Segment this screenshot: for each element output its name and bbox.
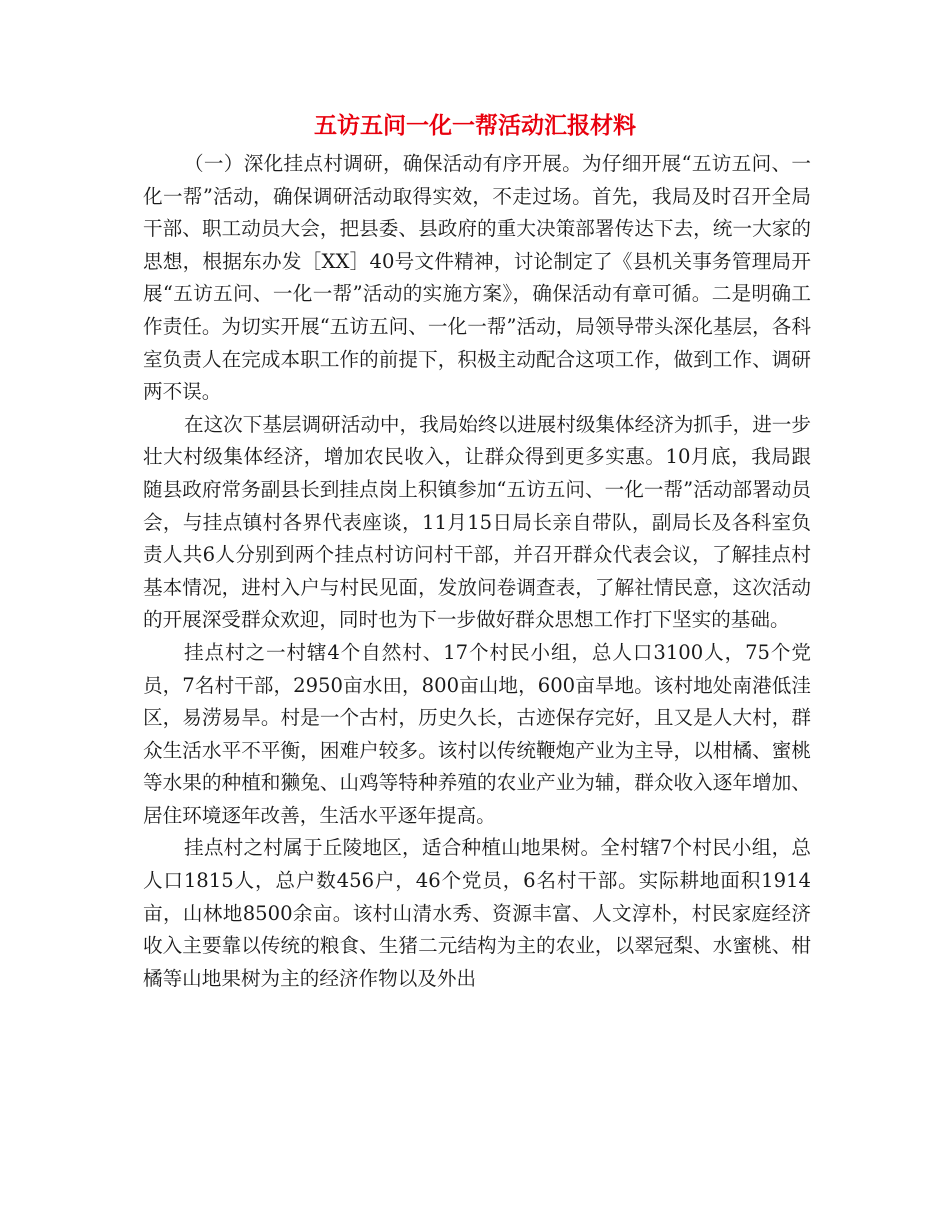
paragraph-2: 在这次下基层调研活动中，我局始终以进展村级集体经济为抓手，进一步壮大村级集体经济，增加农民收入，让群众得到更多实惠。10月底，我局跟随县政府常务副县长到挂点岗上积镇参加“五访五问、一化一帮”活动部署动员会，与挂点镇村各界代表座谈，11月15日局长亲自带队，副局长及各科室负责人共6人分别到两个挂点村访问村干部，并召开群众代表会议，了解挂点村基本情况，进村入户与村民见面，发放问卷调查表，了解社情民意，这次活动的开展深受群众欢迎，同时也为下一步做好群众思想工作打下坚实的基础。 [143, 412, 811, 632]
paragraph-3: 挂点村之一村辖4个自然村、17个村民小组，总人口3100人，75个党员，7名村干部，2950亩水田，800亩山地，600亩旱地。该村地处南港低洼区，易涝易旱。村是一个古村，历史久长，古迹保存完好，且又是人大村，群众生活水平不平衡，困难户较多。该村以传统鞭炮产业为主导，以柑橘、蜜桃等水果的种植和獭兔、山鸡等特种养殖的农业产业为辅，群众收入逐年增加、居住环境逐年改善，生活水平逐年提高。 [143, 640, 811, 827]
document-title: 五访五问一化一帮活动汇报材料 [314, 113, 636, 139]
paragraph-1: （一）深化挂点村调研，确保活动有序开展。为仔细开展“五访五问、一化一帮”活动，确保调研活动取得实效，不走过场。首先，我局及时召开全局干部、职工动员大会，把县委、县政府的重大决策部署传达下去，统一大家的思想，根据东办发［XX］40号文件精神，讨论制定了《县机关事务管理局开展“五访五问、一化一帮”活动的实施方案》，确保活动有章可循。二是明确工作责任。为切实开展“五访五问、一化一帮”活动，局领导带头深化基层，各科室负责人在完成本职工作的前提下，积极主动配合这项工作，做到工作、调研两不误。 [143, 152, 811, 404]
document-body [143, 148, 811, 995]
paragraph-4: 挂点村之村属于丘陵地区，适合种植山地果树。全村辖7个村民小组，总人口1815人，总户数456户，46个党员，6名村干部。实际耕地面积1914亩，山林地8500余亩。该村山清水秀、资源丰富、人文淳朴，村民家庭经济收入主要靠以传统的粮食、生猪二元结构为主的农业，以翠冠梨、水蜜桃、柑橘等山地果树为主的经济作物以及外出 [143, 836, 811, 990]
